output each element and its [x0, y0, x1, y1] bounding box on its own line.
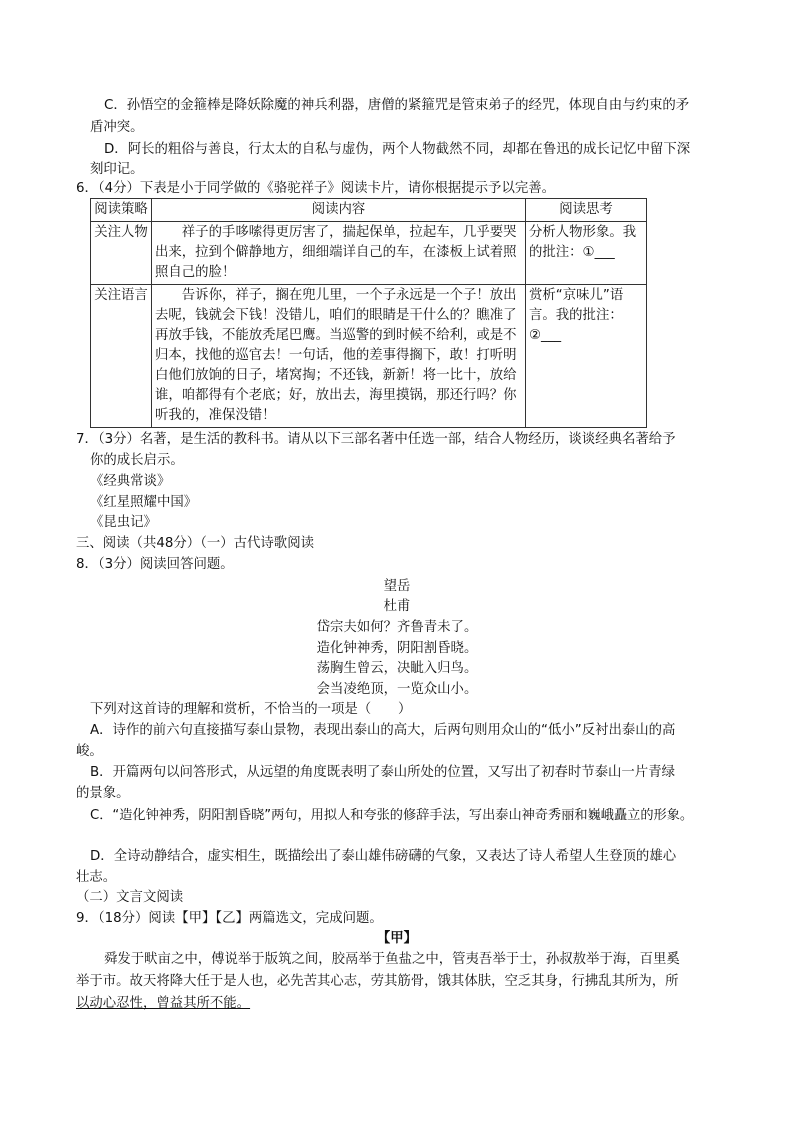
row1-strategy: 关注人物: [91, 222, 152, 285]
q5-option-d-line2: 刻印记。: [90, 162, 144, 177]
book-item: 《经典常谈》: [90, 474, 171, 489]
q8-stem: 8．（3分）阅读回答问题。: [76, 557, 234, 572]
table-row: [91, 285, 647, 428]
row2-strategy: 关注语言: [91, 285, 152, 428]
jia-title: 【甲】: [376, 931, 418, 946]
poem-line: 岱宗夫如何？齐鲁青未了。: [316, 620, 478, 635]
row2-thinking: 赏析“京味儿”语言。我的批注：②___: [526, 285, 647, 428]
q7-stem-line2: 你的成长启示。: [90, 453, 184, 468]
poem-line: 会当凌绝顶，一览众山小。: [316, 682, 478, 697]
q8-option-a-line2: 峻。: [76, 744, 103, 759]
q8-option-d-line2: 壮志。: [76, 870, 117, 885]
q8-option-c: C．“造化钟神秀，阴阳割昏晓”两句，用拟人和夸张的修辞手法，写出泰山神奇秀丽和巍峨矗立的形象。: [90, 808, 694, 823]
jia-line2: 举于市。故天将降大任于是人也，必先苦其心志，劳其筋骨，饿其体肤，空乏其身，行拂乱其所为，所: [76, 974, 679, 989]
poem-line: 荡胸生曾云，决眦入归鸟。: [316, 661, 478, 676]
q8-option-b-line1: B．开篇两句以问答形式，从远望的角度既表明了泰山所处的位置，又写出了初春时节泰山一片青绿: [90, 765, 675, 780]
q7-stem-line1: 7．（3分）名著，是生活的教科书。请从以下三部名著中任选一部，结合人物经历，谈谈经典名著给予: [76, 432, 676, 447]
poem-title: 望岳: [383, 579, 411, 594]
reading-card-table: [90, 198, 647, 428]
poem-line: 造化钟神秀，阴阳割昏晓。: [316, 641, 478, 656]
row2-content: 告诉你，祥子，搁在兜儿里，一个子永远是一个子！放出去呢，钱就会下钱！没错儿，咱们的眼睛是干什么的？瞧准了再放手钱，不能放秃尾巴鹰。当巡警的到时候不给利，或是不归本，找他的巡官去！一句话，他的差事得搁下，敢！打听明白他们放饷的日子，堵窝掏；不还钱，新新！将一比十，放给谁，咱都得有个老底；好，放出去，海里摸锅，那还行吗？你听我的，准保没错！: [152, 285, 526, 428]
book-item: 《昆虫记》: [90, 515, 157, 530]
header-strategy: 阅读策略: [91, 199, 152, 222]
table-row: [91, 222, 647, 285]
q8-question: 下列对这首诗的理解和赏析，不恰当的一项是（ ）: [90, 702, 412, 717]
q8-option-a-line1: A．诗作的前六句直接描写泰山景物，表现出泰山的高大，后两句则用众山的“低小”反衬出泰山的高: [90, 723, 676, 738]
header-content: 阅读内容: [152, 199, 526, 222]
q5-option-d-line1: D．阿长的粗俗与善良，行太太的自私与虚伪，两个人物截然不同，却都在鲁迅的成长记忆中留下深: [104, 142, 691, 157]
header-thinking: 阅读思考: [526, 199, 647, 222]
jia-line1: 舜发于畎亩之中，傅说举于版筑之间，胶鬲举于鱼盐之中，管夷吾举于士，孙叔敖举于海，百里奚: [104, 952, 680, 967]
row1-thinking: 分析人物形象。我的批注：①___: [526, 222, 647, 285]
q5-option-c-line1: C．孙悟空的金箍棒是降妖除魔的神兵利器，唐僧的紧箍咒是管束弟子的经咒，体现自由与约束的矛: [104, 98, 690, 113]
section3-heading: 三、阅读（共48分）（一）古代诗歌阅读: [76, 536, 314, 551]
q8-option-d-line1: D．全诗动静结合，虚实相生，既描绘出了泰山雄伟磅礴的气象，又表达了诗人希望人生登顶的雄心: [90, 849, 677, 864]
wenyan-heading: （二）文言文阅读: [76, 890, 184, 905]
book-item: 《红星照耀中国》: [90, 495, 198, 510]
q5-option-c-line2: 盾冲突。: [90, 120, 144, 135]
poem-author: 杜甫: [383, 599, 411, 614]
q8-option-b-line2: 的景象。: [76, 786, 130, 801]
q6-stem: 6．（4分）下表是小于同学做的《骆驼祥子》阅读卡片，请你根据提示予以完善。: [76, 181, 556, 196]
jia-line3: 以动心忍性，曾益其所不能。: [76, 996, 251, 1011]
table-header-row: [91, 199, 647, 222]
q9-stem: 9．（18分）阅读【甲】【乙】两篇选文，完成问题。: [76, 911, 383, 926]
row1-content: 祥子的手哆嗦得更厉害了，揣起保单，拉起车，几乎要哭出来，拉到个僻静地方，细细端详自己的车，在漆板上试着照照自己的脸！: [152, 222, 526, 285]
